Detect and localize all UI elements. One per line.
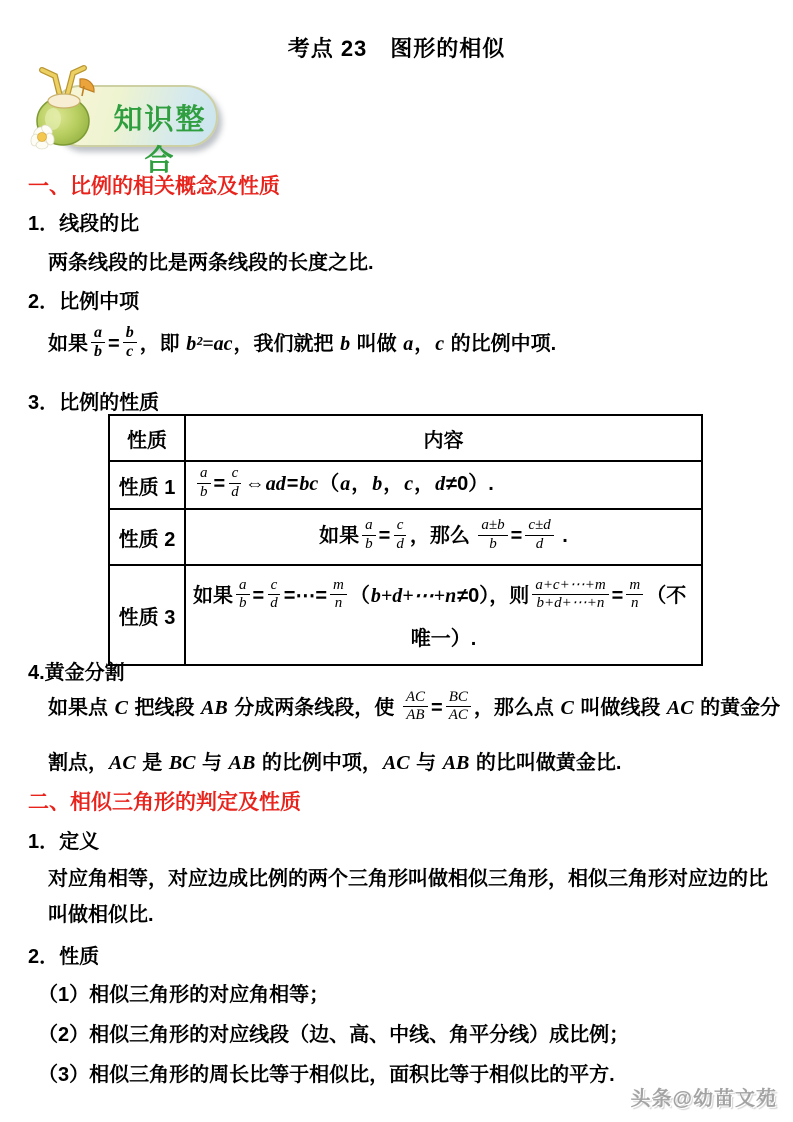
golden-section-title: 4.黄金分割 <box>28 662 125 684</box>
table-header-property: 性质 <box>109 415 185 461</box>
knowledge-badge <box>22 64 222 177</box>
section-1-heading: 一、比例的相关概念及性质 <box>28 175 280 198</box>
property-line-2: （2）相似三角形的对应线段（边、高、中线、角平分线）成比例； <box>38 1024 630 1046</box>
item-2-title: 2．比例中项 <box>28 291 140 313</box>
property-line-1: （1）相似三角形的对应角相等； <box>38 984 330 1006</box>
table-row-property-3 <box>109 565 702 665</box>
table-row-property-1 <box>109 461 702 509</box>
definition-body-line-1: 对应角相等，对应边成比例的两个三角形叫做相似三角形，相似三角形对应边的比 <box>48 868 768 890</box>
mean-proportional-formula: 如果 $\frac{a}{b}$ = $\frac{b}{c}$ ，即 b²=ac，我们就把 b 叫做 a，c 的比例中项. <box>48 323 557 361</box>
table-row-property-2 <box>109 509 702 565</box>
watermark: 头条@幼苗文苑 <box>630 1088 777 1110</box>
properties-title: 2．性质 <box>28 946 100 968</box>
row-3-label: 性质 3 <box>109 565 185 665</box>
row-1-label: 性质 1 <box>109 461 185 509</box>
item-1-body: 两条线段的比是两条线段的长度之比. <box>48 252 374 274</box>
section-2-heading: 二、相似三角形的判定及性质 <box>28 791 301 814</box>
golden-section-line-1: 如果点 C 把线段 AB 分成两条线段，使 $\frac{AC}{AB}$ = $\frac{BC}{AC}$ ，那么点 C 叫做线段 AC 的黄金分 <box>48 688 781 724</box>
row-3-formula-line-1: 如果 $\frac{a}{b}$ = $\frac{c}{d}$ =⋯= $\frac{m}{n}$ （b+d+⋯+n≠0），则 $\frac{a+c+\cdots+m}{b+d+\cdots+n}$ = $\frac{m}{n}$ （不 <box>193 576 687 611</box>
definition-title: 1．定义 <box>28 831 100 853</box>
table-header-content: 内容 <box>185 415 702 461</box>
properties-table <box>108 414 703 666</box>
property-line-3: （3）相似三角形的周长比等于相似比，面积比等于相似比的平方. <box>38 1064 615 1086</box>
golden-section-line-2: 割点，AC 是 BC 与 AB 的比例中项，AC 与 AB 的比叫做黄金比. <box>48 752 622 774</box>
row-2-formula: 如果 $\frac{a}{b}$ = $\frac{c}{d}$ ，那么 $\frac{a\pm b}{b}$ = $\frac{c\pm d}{d}$ . <box>319 517 568 552</box>
definition-body-line-2: 叫做相似比. <box>48 904 154 926</box>
table-header-row <box>109 415 702 461</box>
row-1-formula: $\frac{a}{b}$ = $\frac{c}{d}$ ⇔ad=bc（a，b，c，d≠0）. <box>194 473 494 495</box>
item-1-title: 1．线段的比 <box>28 213 140 235</box>
item-3-title: 3．比例的性质 <box>28 392 160 414</box>
row-3-formula-line-2: 唯一）. <box>410 628 477 651</box>
badge-label: 知识整合 <box>113 104 207 177</box>
row-2-label: 性质 2 <box>109 509 185 565</box>
page-title: 考点 23 图形的相似 <box>287 36 506 61</box>
coconut-drink-icon <box>22 64 108 154</box>
